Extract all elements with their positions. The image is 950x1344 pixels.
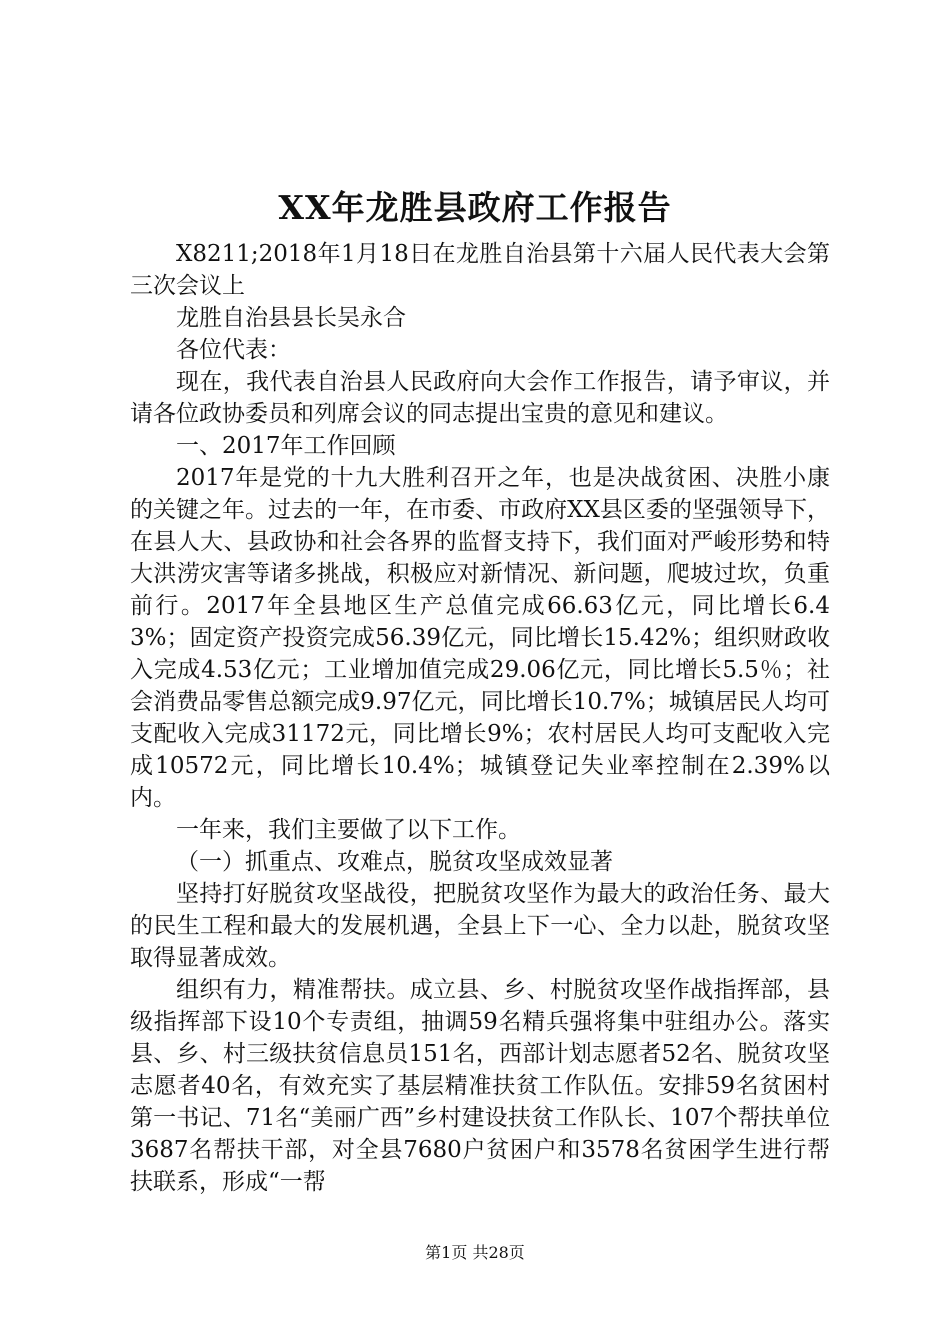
- paragraph-salutation: 各位代表：: [176, 337, 291, 363]
- paragraph-poverty-overview: 坚持打好脱贫攻坚战役，把脱贫攻坚作为最大的政治任务、最大的民生工程和最大的发展机遇，全县上下一心、全力以赴，脱贫攻坚取得显著成效。: [130, 881, 830, 971]
- section-heading-review: 一、2017年工作回顾: [176, 433, 396, 459]
- paragraph-poverty-organization: 组织有力，精准帮扶。成立县、乡、村脱贫攻坚作战指挥部，县级指挥部下设10个专责组，抽调59名精兵强将集中驻组办公。落实县、乡、村三级扶贫信息员151名，西部计划志愿者52名、脱贫攻坚志愿者40名，有效充实了基层精准扶贫工作队伍。安排59名贫困村第一书记、71名“美丽广西”乡村建设扶贫工作队长、107个帮扶单位3687名帮扶干部，对全县7680户贫困户和3578名贫困学生进行帮扶联系，形成“一帮: [130, 977, 830, 1195]
- page-footer: 第1页 共28页: [425, 1243, 525, 1262]
- paragraph-speaker: 龙胜自治县县长吴永合: [176, 305, 406, 331]
- document-title: XX年龙胜县政府工作报告: [278, 188, 672, 227]
- paragraph-work-intro: 一年来，我们主要做了以下工作。: [176, 817, 521, 843]
- paragraph-opening: 现在，我代表自治县人民政府向大会作工作报告，请予审议，并请各位政协委员和列席会议的同志提出宝贵的意见和建议。: [130, 369, 830, 427]
- subsection-heading-poverty: （一）抓重点、攻难点，脱贫攻坚成效显著: [176, 849, 613, 875]
- document-body: [130, 238, 830, 1198]
- paragraph-meeting-info: X8211;2018年1月18日在龙胜自治县第十六届人民代表大会第三次会议上: [130, 241, 830, 299]
- paragraph-review-summary: 2017年是党的十九大胜利召开之年，也是决战贫困、决胜小康的关键之年。过去的一年，在市委、市政府XX县区委的坚强领导下，在县人大、县政协和社会各界的监督支持下，我们面对严峻形势和特大洪涝灾害等诸多挑战，积极应对新情况、新问题，爬坡过坎，负重前行。2017年全县地区生产总值完成66.63亿元，同比增长6.43%；固定资产投资完成56.39亿元，同比增长15.42%；组织财政收入完成4.53亿元；工业增加值完成29.06亿元，同比增长5.5％；社会消费品零售总额完成9.97亿元，同比增长10.7%；城镇居民人均可支配收入完成31172元，同比增长9%；农村居民人均可支配收入完成10572元，同比增长10.4%；城镇登记失业率控制在2.39%以内。: [130, 465, 830, 811]
